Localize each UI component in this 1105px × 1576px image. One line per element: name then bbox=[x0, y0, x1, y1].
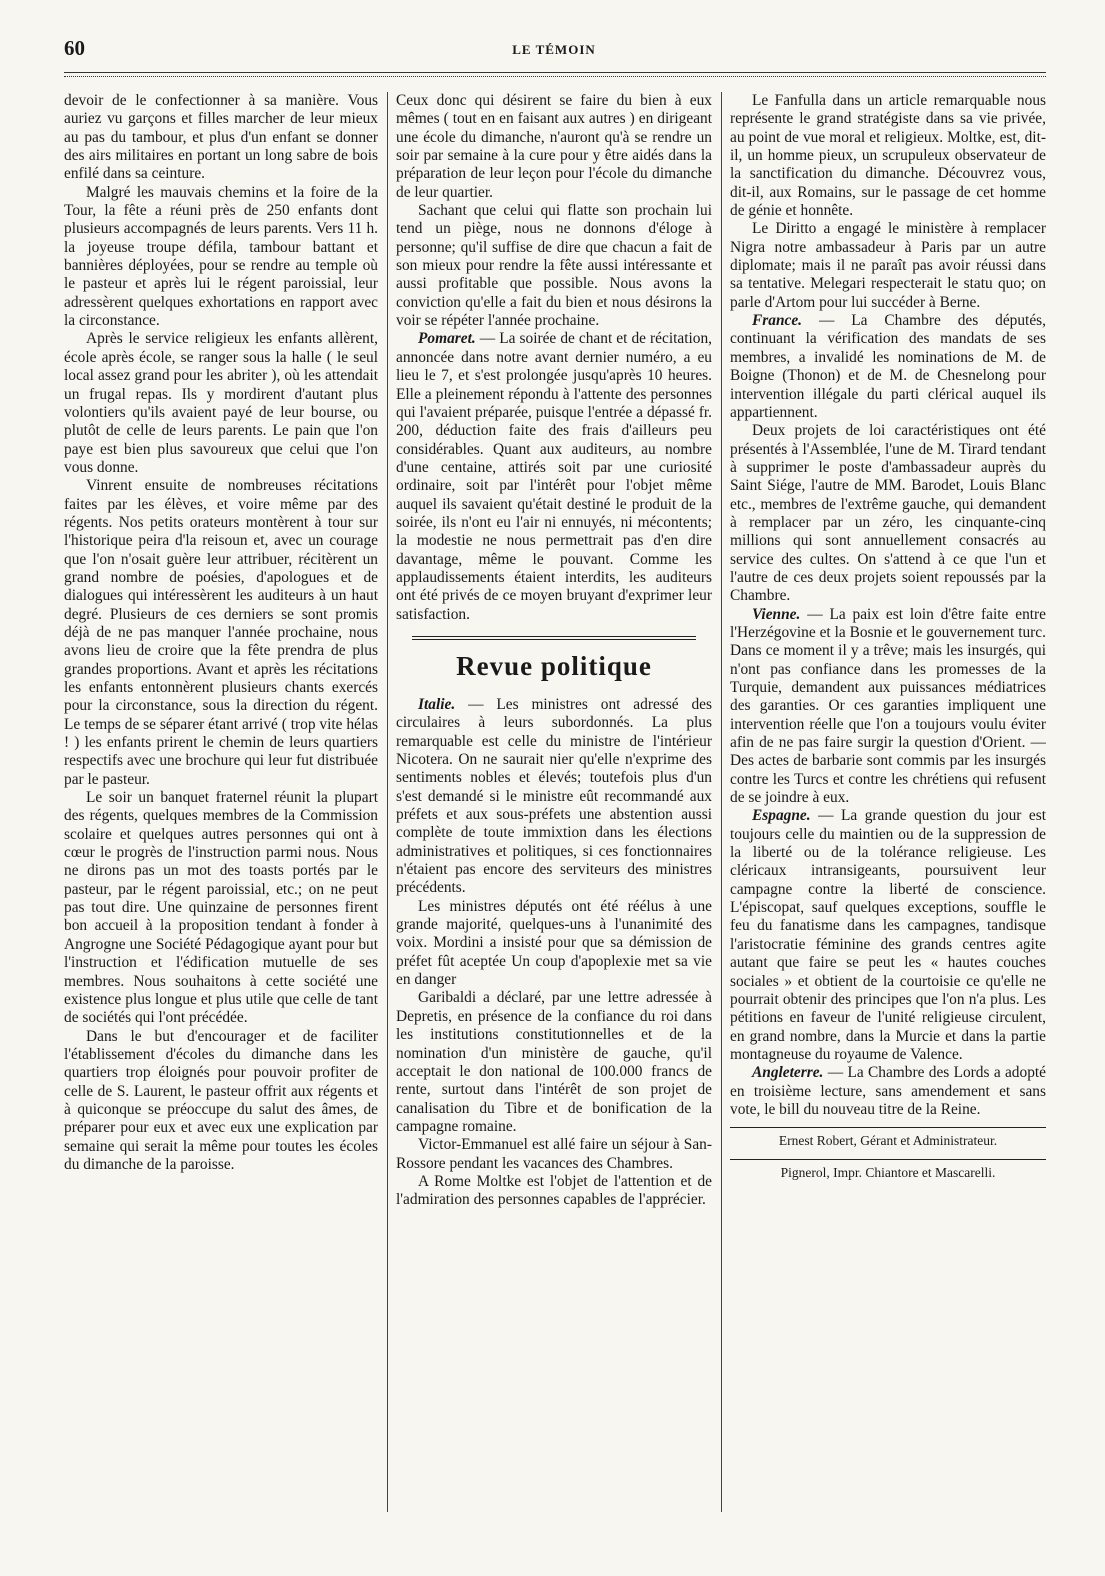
pomaret-text: — La soirée de chant et de récitation, annoncée dans notre avant dernier numéro, a eu lieu le 7, et s'est prolongée jusqu'après 10 heures. Elle a pleinement répondu à l'attente des personnes qui l'avaient préparée, puisque l'entrée a dépassé fr. 200, déduction faite des frais d'ailleurs peu considérables. Quant aux auditeurs, au nombre d'une centaine, attirés soit par une curiosité ordinaire, soit par l'intérêt pour l'objet même auquel ils savaient qu'était destiné le produit de la soirée, ils n'ont eu l'air ni ennuyés, ni mécontents; la modestie ne nous permettrait pas d'en dire davantage, même le pouvant. Comme les applaudissements étaient interdits, les auditeurs ont été privés de ce moyen bruyant d'exprimer leur satisfaction. bbox=[396, 330, 712, 623]
paragraph: Les ministres députés ont été réélus à une grande majorité, quelques-uns à l'unanimité des voix. Mordini a insisté pour que sa démission de préfet fût aceptée Un coup d'apoplexie met sa vie en danger bbox=[396, 897, 712, 989]
running-title: LE TÉMOIN bbox=[512, 42, 596, 57]
section-separator bbox=[412, 636, 696, 640]
espagne-heading: Espagne. bbox=[752, 807, 811, 825]
france-text: — La Chambre des députés, continuant la vérification des mandats de ses membres, a invalidé les nominations de M. de Boigne (Thonon) et de M. de Chesnelong pour intervention illégale du parti clérical auquel ils appartiennent. bbox=[730, 312, 1046, 421]
espagne-paragraph bbox=[730, 807, 1046, 1064]
france-paragraph bbox=[730, 312, 1046, 422]
page-number: 60 bbox=[64, 36, 85, 60]
paragraph: A Rome Moltke est l'objet de l'attention et de l'admiration des personnes capables de l'apprécier. bbox=[396, 1172, 712, 1209]
france-heading: France. bbox=[752, 312, 803, 330]
imprint: Pignerol, Impr. Chiantore et Mascarelli. bbox=[780, 1164, 996, 1180]
paragraph: Le Diritto a engagé le ministère à remplacer Nigra notre ambassadeur à Paris par un autre diplomate; mais il ne paraît pas avoir réussi dans sa tentative. Melegari respecterait le statu quo; on parle d'Artom pour lui succéder à Berne. bbox=[730, 220, 1046, 311]
paragraph: Dans le but d'encourager et de faciliter l'établissement d'écoles du dimanche dans les quartiers trop éloignés pour pouvoir profiter de celle de S. Laurent, le pasteur offrit aux régents et à quiconque se préoccupe du salut des âmes, de préparer pour eux et avec eux une explication par semaine qui serait la même pour toutes les écoles du dimanche de la paroisse. bbox=[64, 1027, 378, 1173]
italie-paragraph bbox=[396, 696, 712, 898]
paragraph: Malgré les mauvais chemins et la foire de la Tour, la fête a réuni près de 250 enfants dont plusieurs accompagnés de leurs parents. Vers 11 h. la joyeuse troupe défila, tambour battant et bannières déployées, pour se rendre au temple où le pasteur et après lui le régent paroissial, leur adressèrent quelques exhortations en rapport avec la circonstance. bbox=[64, 183, 378, 330]
vienne-text: — La paix est loin d'être faite entre l'Herzégovine et la Bosnie et le gouvernement turc. Dans ce moment il y a trêve; mais les insurgés, qui n'ont pas confiance dans les promesses de la Turquie, demandent aux puissances médiatrices des garanties. Or ces garanties impliquent une intervention réelle que l'on a toujours voulu éviter afin de ne pas faire surgir la question d'Orient. — Des actes de barbarie sont commis par les insurgés contre les Turcs et contre les chrétiens qui refusent de se joindre à eux. bbox=[730, 605, 1046, 807]
paragraph: Le soir un banquet fraternel réunit la plupart des régents, quelques membres de la Commission scolaire et quelques autres personnes qui ont à cœur le progrès de l'instruction parmi nous. Nous ne dirons pas un mot des toasts portés par le pasteur, par le régent paroissial, etc.; on ne peut pas tout dire. Une quinzaine de personnes firent bon accueil à la proposition tendant à fonder à Angrogne une Société Pédagogique ayant pour but l'instruction et l'édification mutuelle de ses membres. Nous souhaitons à cette société une existence plus longue et plus utile que celle de tant de sociétés qui l'ont précédée. bbox=[64, 789, 378, 1027]
column-2 bbox=[396, 92, 712, 1532]
paragraph: Le Fanfulla dans un article remarquable nous représente le grand stratégiste dans sa vie privée, au point de vue moral et religieux. Moltke, est, dit-il, un homme pieux, un scrupuleux observateur de la sanctification du dimanche. Découvrez vous, dit-il, aux Romains, sur le passage de cet homme de génie et honnête. bbox=[730, 92, 1046, 220]
column-1 bbox=[64, 92, 378, 1532]
signature-rule bbox=[730, 1127, 1046, 1128]
column-divider bbox=[721, 92, 722, 1512]
italie-heading: Italie. bbox=[418, 695, 456, 713]
angleterre-text: — La Chambre des Lords a adopté en troisième lecture, sans amendement et sans vote, le bill du nouveau titre de la Reine. bbox=[730, 1064, 1046, 1118]
pomaret-heading: Pomaret. bbox=[418, 330, 476, 348]
column-divider bbox=[387, 92, 388, 1512]
imprint-rule bbox=[730, 1159, 1046, 1160]
paragraph: Sachant que celui qui flatte son prochain lui tend un piège, nous ne donnons d'éloge à personne; qu'il suffise de dire que chacun a fait de son mieux pour rendre la fête aussi intéressante et aussi profitable que possible. Nous avons la conviction qu'elle a fait du bien et nous désirons la voir se répéter l'année prochaine. bbox=[396, 202, 712, 330]
pomaret-paragraph bbox=[396, 330, 712, 624]
header-rule bbox=[64, 72, 1046, 77]
signature: Ernest Robert, Gérant et Administrateur. bbox=[778, 1133, 998, 1149]
italie-text: — Les ministres ont adressé des circulaires à leurs subordonnés. La plus remarquable est celle du ministre de l'intérieur Nicotera. On ne saurait nier qu'elle n'exprime des sentiments nobles et élevés; toutefois plus d'un s'est demandé si le ministre eût recommandé aux préfets et aux sous-préfets une abstention aussi complète de toute immixtion dans les élections administratives et politiques, si ces fonctionnaires n'étaient pas encore des serviteurs des ministres précédents. bbox=[396, 695, 712, 897]
section-title: Revue politique bbox=[456, 650, 652, 681]
page-header bbox=[64, 36, 1044, 66]
angleterre-heading: Angleterre. bbox=[752, 1064, 824, 1082]
paragraph: Victor-Emmanuel est allé faire un séjour à San-Rossore pendant les vacances des Chambres. bbox=[396, 1136, 712, 1172]
paragraph: Deux projets de loi caractéristiques ont été présentés à l'Assemblée, l'une de M. Tirard tendant à supprimer le poste d'ambassadeur auprès du Saint Siége, l'autre de MM. Barodet, Louis Blanc etc., membres de l'extrême gauche, qui demandent à remplacer par un zéro, les cinquante-cinq millions qui sont annuellement consacrés au service des cultes. On s'attend à ce que l'un et l'autre de ces deux projets soient repoussés par la Chambre. bbox=[730, 422, 1046, 605]
paragraph: Après le service religieux les enfants allèrent, école après école, se ranger sous la halle ( le seul local assez grand pour les abriter ), où les attendait un frugal repas. Ils y mordirent d'autant plus volontiers qu'ils avaient payé de leur bourse, ou plutôt de celle de leurs parents. Le pain que l'on paye est bien plus savoureux que celui que l'on vous donne. bbox=[64, 330, 378, 476]
paragraph: Ceux donc qui désirent se faire du bien à eux mêmes ( tout en en faisant aux autres ) en dirigeant une école du dimanche, n'auront qu'à se rendre un soir par semaine à la cure pour y être aidés dans la préparation de leur leçon pour l'école du dimanche de leur quartier. bbox=[396, 92, 712, 201]
vienne-heading: Vienne. bbox=[752, 605, 801, 623]
angleterre-paragraph bbox=[730, 1064, 1046, 1119]
espagne-text: — La grande question du jour est toujours celle du maintien ou de la suppression de la liberté ou de la tolérance religieuse. Les cléricaux intransigeants, poursuivent leur campagne contre la liberté de conscience. L'épiscopat, sauf quelques exceptions, souffle le feu du fanatisme dans les campagnes, tandisque l'aristocratie féminine des grands centres agite autant que faire se peut les « hautes couches sociales » et obtient de la courtoisie ce qu'elle ne pourrait obtenir des principes que l'on n'a plus. Les pétitions en faveur de l'unité religieuse circulent, en grand nombre, dans la Murcie et dans la partie montagneuse du royaume de Valence. bbox=[730, 807, 1046, 1063]
paragraph: Vinrent ensuite de nombreuses récitations faites par les élèves, et voire même par des régents. Nos petits orateurs montèrent à tour sur l'historique peira d'la reisoun et, avec un courage que l'on n'osait guère leur attribuer, récitèrent un grand nombre de poésies, d'apologues et de dialogues qui intéressèrent les auditeurs à un haut degré. Plusieurs de ces derniers se sont promis déjà de ne pas manquer l'année prochaine, nous avons lieu de croire que la fête prendra de plus grandes proportions. Avant et après les récitations les enfants entonnèrent plusieurs chants exercés pour la circonstance, sous la direction du régent. Le temps de se séparer étant arrivé ( trop vite hélas ! ) les enfants prirent le chemin de leurs quartiers respectifs avec une brochure qui leur fut distribuée par le pasteur. bbox=[64, 477, 378, 788]
paragraph: devoir de le confectionner à sa manière. Vous auriez vu garçons et filles marcher de leur mieux au pas du tambour, et plus d'un enfant se donner des airs militaires en portant un long sabre de bois enfilé dans sa ceinture. bbox=[64, 92, 378, 183]
vienne-paragraph bbox=[730, 606, 1046, 808]
column-3 bbox=[730, 92, 1046, 1532]
paragraph: Garibaldi a déclaré, par une lettre adressée à Depretis, en présence de la confiance du roi dans les institutions constitutionnelles et de la nomination d'un ministère de gauche, qu'il acceptait le don national de 100.000 francs de rente, surtout dans l'intérêt de son projet de canalisation du Tibre et de bonification de la campagne romaine. bbox=[396, 989, 712, 1135]
